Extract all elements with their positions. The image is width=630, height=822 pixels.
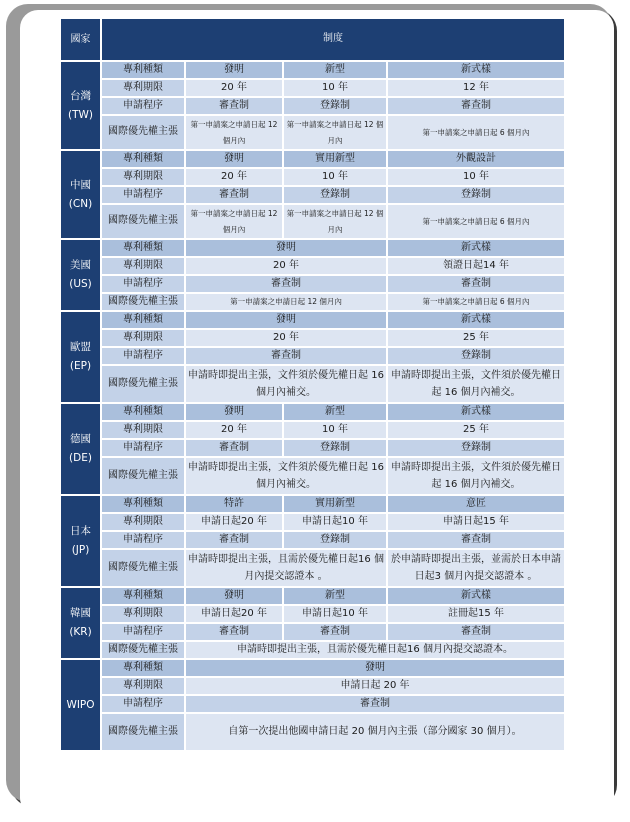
cell: 申請日起10 年 <box>283 605 387 623</box>
jp-proc-row <box>61 531 565 549</box>
cell: 新式樣 <box>387 61 565 79</box>
field-label: 專利種類 <box>101 495 185 513</box>
ep-prio-row <box>61 365 565 403</box>
country-name: 韓國 <box>70 607 91 620</box>
cell: 登錄制 <box>283 97 387 115</box>
cell: 20 年 <box>185 168 283 186</box>
country-code: (JP) <box>71 544 90 556</box>
kr-type-row <box>61 587 565 605</box>
country-us <box>61 239 101 311</box>
cell: 發明 <box>185 239 387 257</box>
kr-proc-row <box>61 623 565 641</box>
cell: 登錄制 <box>283 531 387 549</box>
cell: 審查制 <box>185 97 283 115</box>
cn-term-row <box>61 168 565 186</box>
field-label: 申請程序 <box>101 695 185 713</box>
cell: 申請時即提出主張，且需於優先權日起16 個月內提交認證本 。 <box>185 549 387 587</box>
cell: 申請時即提出主張，且需於優先權日起16 個月內提交認證本。 <box>185 641 565 659</box>
cell: 發明 <box>185 587 283 605</box>
de-proc-row <box>61 439 565 457</box>
us-prio-row <box>61 293 565 311</box>
jp-term-row <box>61 513 565 531</box>
cell: 特許 <box>185 495 283 513</box>
field-label: 國際優先權主張 <box>101 641 185 659</box>
cell: 審查制 <box>185 186 283 204</box>
header-row <box>61 18 565 61</box>
wipo-type-row <box>61 659 565 677</box>
cell: 新式樣 <box>387 587 565 605</box>
cell: 審查制 <box>387 623 565 641</box>
ep-type-row <box>61 311 565 329</box>
us-type-row <box>61 239 565 257</box>
field-label: 申請程序 <box>101 439 185 457</box>
cell: 申請時即提出主張，文件須於優先權日起 16 個月內補交。 <box>185 457 387 495</box>
field-label: 國際優先權主張 <box>101 115 185 150</box>
cell: 審查制 <box>185 695 565 713</box>
cell: 審查制 <box>283 623 387 641</box>
country-ep <box>61 311 101 403</box>
wipo-term-row <box>61 677 565 695</box>
country-name: 台灣 <box>70 89 91 102</box>
country-name: 中國 <box>70 178 91 191</box>
country-name: 日本 <box>70 525 91 538</box>
cell: 申請日起20 年 <box>185 605 283 623</box>
cell: 登錄制 <box>283 439 387 457</box>
kr-term-row <box>61 605 565 623</box>
cell: 申請時即提出主張，文件須於優先權日起 16 個月內補交。 <box>387 365 565 403</box>
cell: 第一申請案之申請日起 6 個月內 <box>387 115 565 150</box>
cell: 第一申請案之申請日起 6 個月內 <box>387 293 565 311</box>
patent-system-table <box>61 17 566 752</box>
tw-type-row <box>61 61 565 79</box>
field-label: 申請程序 <box>101 275 185 293</box>
cn-type-row <box>61 150 565 168</box>
field-label: 專利期限 <box>101 79 185 97</box>
us-proc-row <box>61 275 565 293</box>
cell: 第一申請案之申請日起 12 個月內 <box>185 115 283 150</box>
tw-term-row <box>61 79 565 97</box>
ep-proc-row <box>61 347 565 365</box>
cell: 實用新型 <box>283 150 387 168</box>
wipo-proc-row <box>61 695 565 713</box>
cell: 發明 <box>185 659 565 677</box>
cell: 10 年 <box>283 79 387 97</box>
field-label: 國際優先權主張 <box>101 293 185 311</box>
field-label: 申請程序 <box>101 347 185 365</box>
cell: 10 年 <box>283 421 387 439</box>
cell: 新型 <box>283 61 387 79</box>
wipo-prio-row <box>61 713 565 751</box>
jp-type-row <box>61 495 565 513</box>
cell: 新式樣 <box>387 403 565 421</box>
cell: 發明 <box>185 61 283 79</box>
cell: 25 年 <box>387 329 565 347</box>
country-name: WIPO <box>66 698 95 711</box>
cell: 申請時即提出主張，文件須於優先權日起 16 個月內補交。 <box>387 457 565 495</box>
field-label: 專利期限 <box>101 421 185 439</box>
header-system: 制度 <box>101 18 565 61</box>
field-label: 專利期限 <box>101 513 185 531</box>
field-label: 專利種類 <box>101 311 185 329</box>
country-wipo <box>61 659 101 751</box>
cn-proc-row <box>61 186 565 204</box>
cell: 申請時即提出主張，文件須於優先權日起 16 個月內補交。 <box>185 365 387 403</box>
field-label: 專利種類 <box>101 659 185 677</box>
cell: 發明 <box>185 403 283 421</box>
country-code: (EP) <box>69 360 92 372</box>
field-label: 國際優先權主張 <box>101 549 185 587</box>
cell: 自第一次提出他國申請日起 20 個月內主張（部分國家 30 個月）。 <box>185 713 565 751</box>
field-label: 申請程序 <box>101 186 185 204</box>
de-type-row <box>61 403 565 421</box>
field-label: 國際優先權主張 <box>101 713 185 751</box>
cell: 新式樣 <box>387 311 565 329</box>
country-name: 美國 <box>70 259 91 272</box>
field-label: 國際優先權主張 <box>101 204 185 239</box>
cell: 外觀設計 <box>387 150 565 168</box>
country-de <box>61 403 101 495</box>
cell: 第一申請案之申請日起 12 個月內 <box>185 204 283 239</box>
field-label: 國際優先權主張 <box>101 365 185 403</box>
cell: 登錄制 <box>387 186 565 204</box>
field-label: 專利期限 <box>101 605 185 623</box>
tw-prio-row <box>61 115 565 150</box>
country-code: (DE) <box>69 452 92 464</box>
cell: 登錄制 <box>283 186 387 204</box>
cell: 登錄制 <box>387 347 565 365</box>
cell: 審查制 <box>185 531 283 549</box>
cell: 申請日起15 年 <box>387 513 565 531</box>
cell: 審查制 <box>387 531 565 549</box>
cell: 實用新型 <box>283 495 387 513</box>
cell: 申請日起10 年 <box>283 513 387 531</box>
cell: 10 年 <box>283 168 387 186</box>
field-label: 專利期限 <box>101 168 185 186</box>
country-tw <box>61 61 101 150</box>
cell: 20 年 <box>185 421 283 439</box>
country-code: (KR) <box>69 626 92 638</box>
cell: 審查制 <box>185 347 387 365</box>
country-code: (CN) <box>68 197 93 210</box>
cell: 於申請時即提出主張，並需於日本申請日起3 個月內提交認證本 。 <box>387 549 565 587</box>
cell: 20 年 <box>185 257 387 275</box>
field-label: 專利種類 <box>101 239 185 257</box>
country-kr <box>61 587 101 659</box>
header-country: 國家 <box>61 18 101 61</box>
cell: 10 年 <box>387 168 565 186</box>
field-label: 專利期限 <box>101 257 185 275</box>
field-label: 申請程序 <box>101 623 185 641</box>
cell: 20 年 <box>185 329 387 347</box>
cell: 新型 <box>283 403 387 421</box>
de-term-row <box>61 421 565 439</box>
cell: 第一申請案之申請日起 12 個月內 <box>283 204 387 239</box>
cell: 25 年 <box>387 421 565 439</box>
cell: 第一申請案之申請日起 12 個月內 <box>185 293 387 311</box>
cell: 發明 <box>185 311 387 329</box>
cell: 登錄制 <box>387 439 565 457</box>
cell: 第一申請案之申請日起 12 個月內 <box>283 115 387 150</box>
cell: 申請日起20 年 <box>185 513 283 531</box>
field-label: 專利期限 <box>101 677 185 695</box>
cell: 12 年 <box>387 79 565 97</box>
cell: 審查制 <box>387 275 565 293</box>
tw-proc-row <box>61 97 565 115</box>
cell: 意匠 <box>387 495 565 513</box>
field-label: 專利種類 <box>101 150 185 168</box>
kr-prio-row <box>61 641 565 659</box>
country-name: 德國 <box>70 433 91 446</box>
country-cn <box>61 150 101 239</box>
de-prio-row <box>61 457 565 495</box>
cell: 審查制 <box>185 623 283 641</box>
field-label: 專利種類 <box>101 403 185 421</box>
cell: 申請日起 20 年 <box>185 677 565 695</box>
cell: 第一申請案之申請日起 6 個月內 <box>387 204 565 239</box>
jp-prio-row <box>61 549 565 587</box>
country-code: (TW) <box>68 108 93 121</box>
cell: 註冊起15 年 <box>387 605 565 623</box>
field-label: 專利期限 <box>101 329 185 347</box>
ep-term-row <box>61 329 565 347</box>
country-code: (US) <box>69 278 92 290</box>
cell: 審查制 <box>387 97 565 115</box>
field-label: 專利種類 <box>101 587 185 605</box>
cn-prio-row <box>61 204 565 239</box>
cell: 審查制 <box>185 439 283 457</box>
cell: 新型 <box>283 587 387 605</box>
cell: 領證日起14 年 <box>387 257 565 275</box>
us-term-row <box>61 257 565 275</box>
field-label: 申請程序 <box>101 531 185 549</box>
field-label: 申請程序 <box>101 97 185 115</box>
cell: 20 年 <box>185 79 283 97</box>
cell: 新式樣 <box>387 239 565 257</box>
field-label: 國際優先權主張 <box>101 457 185 495</box>
cell: 發明 <box>185 150 283 168</box>
field-label: 專利種類 <box>101 61 185 79</box>
country-jp <box>61 495 101 587</box>
cell: 審查制 <box>185 275 387 293</box>
country-name: 歐盟 <box>70 341 91 354</box>
